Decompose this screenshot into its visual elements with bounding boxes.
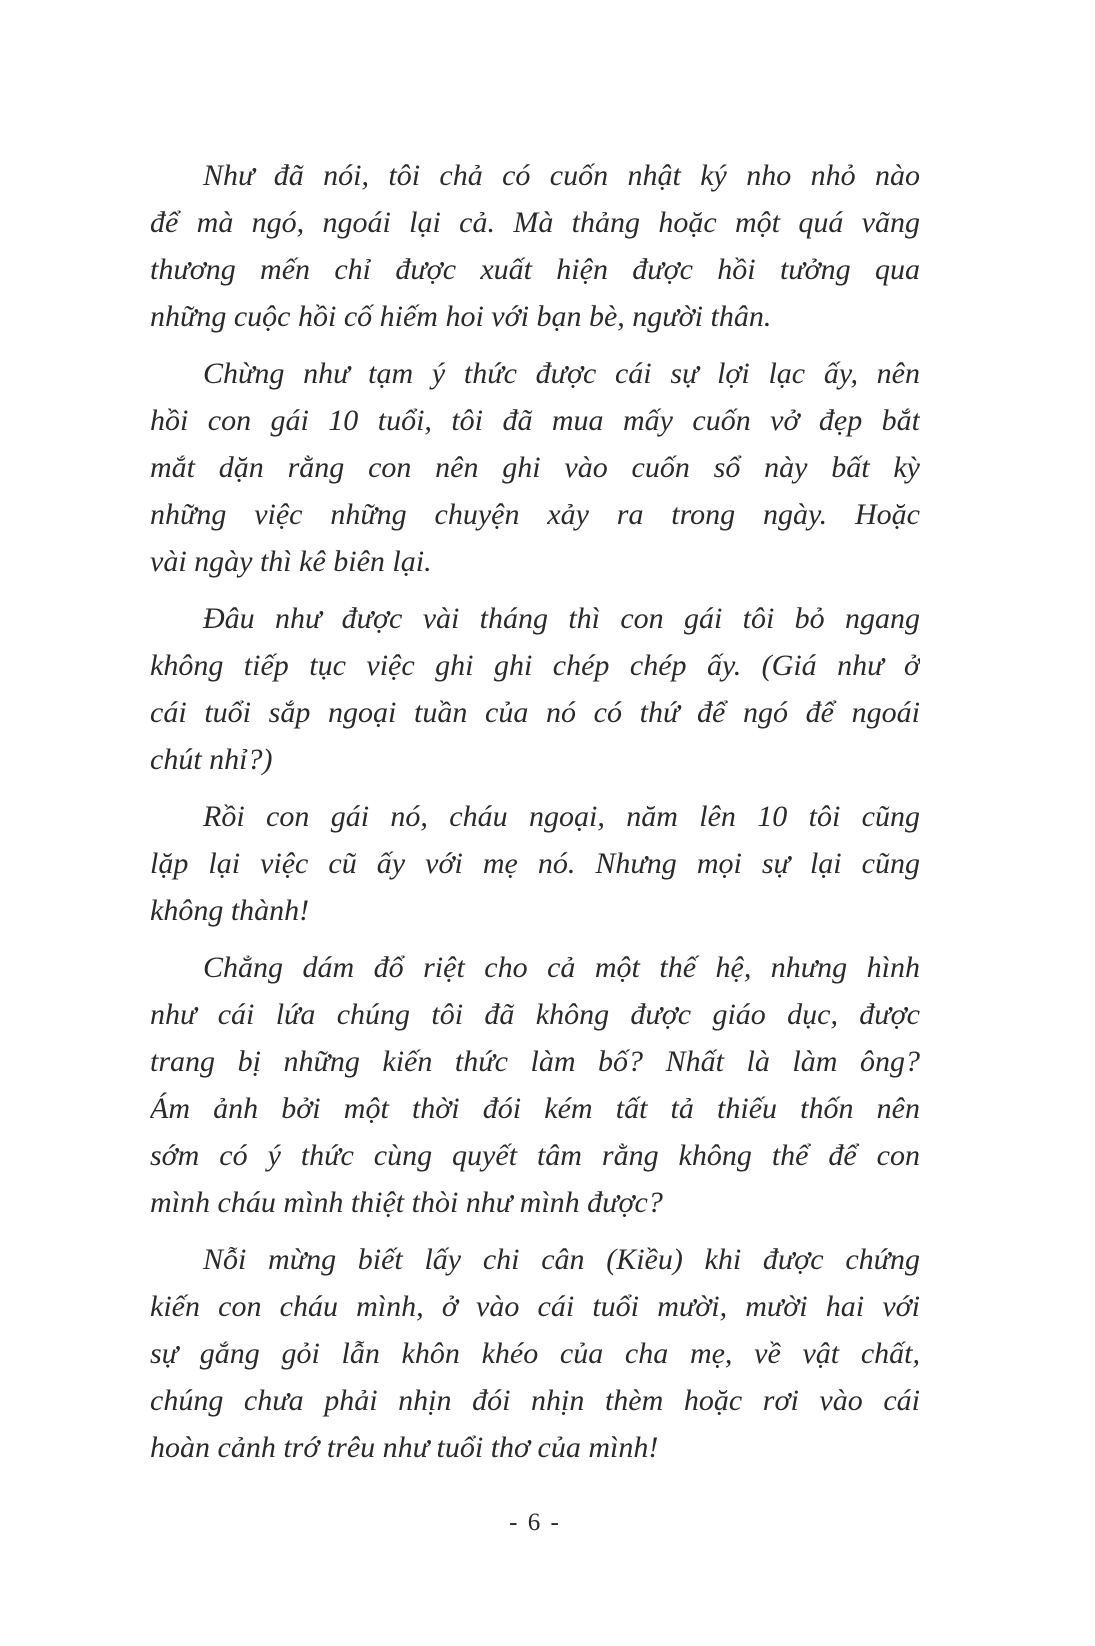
text-line: Rồi con gái nó, cháu ngoại, năm lên 10 tôi cũng <box>203 800 920 833</box>
text-line: chút nhỉ?) <box>150 743 273 776</box>
text-line: sự gắng gỏi lẫn khôn khéo của cha mẹ, về vật chất, <box>150 1337 920 1370</box>
text-line: chúng chưa phải nhịn đói nhịn thèm hoặc rơi vào cái <box>150 1384 920 1417</box>
text-line: lặp lại việc cũ ấy với mẹ nó. Nhưng mọi sự lại cũng <box>150 847 920 880</box>
text-line: để mà ngó, ngoái lại cả. Mà thảng hoặc một quá vãng <box>150 206 920 239</box>
text-line: hồi con gái 10 tuổi, tôi đã mua mấy cuốn vở đẹp bắt <box>150 404 920 437</box>
text-line: Như đã nói, tôi chả có cuốn nhật ký nho nhỏ nào <box>203 159 920 192</box>
text-line: Chẳng dám đổ riệt cho cả một thế hệ, nhưng hình <box>203 951 920 984</box>
paragraph <box>150 595 920 783</box>
paragraph <box>150 1236 920 1471</box>
text-line: vài ngày thì kê biên lại. <box>150 545 432 578</box>
text-line: kiến con cháu mình, ở vào cái tuổi mười, mười hai với <box>150 1290 920 1323</box>
text-line: mình cháu mình thiệt thòi như mình được? <box>150 1186 663 1219</box>
text-line: những cuộc hồi cố hiếm hoi với bạn bè, người thân. <box>150 300 772 333</box>
text-line: mắt dặn rằng con nên ghi vào cuốn sổ này bất kỳ <box>150 451 920 484</box>
paragraph <box>150 793 920 934</box>
text-line: Nỗi mừng biết lấy chi cân (Kiều) khi được chứng <box>203 1243 920 1276</box>
body-text <box>150 152 920 1471</box>
text-line: Chừng như tạm ý thức được cái sự lợi lạc ấy, nên <box>203 357 920 390</box>
text-line: những việc những chuyện xảy ra trong ngày. Hoặc <box>150 498 920 531</box>
text-line: không thành! <box>150 894 310 927</box>
page-number: - 6 - <box>509 1509 561 1536</box>
text-line: thương mến chỉ được xuất hiện được hồi tưởng qua <box>150 253 920 286</box>
text-line: cái tuổi sắp ngoại tuần của nó có thứ để ngó để ngoái <box>150 696 920 729</box>
text-line: sớm có ý thức cùng quyết tâm rằng không thể để con <box>150 1139 920 1172</box>
paragraph <box>150 944 920 1226</box>
text-line: như cái lứa chúng tôi đã không được giáo dục, được <box>150 998 920 1031</box>
text-line: Đâu như được vài tháng thì con gái tôi bỏ ngang <box>203 602 920 635</box>
paragraph <box>150 152 920 340</box>
text-line: Ám ảnh bởi một thời đói kém tất tả thiếu thốn nên <box>150 1092 920 1125</box>
paragraph <box>150 350 920 585</box>
text-line: hoàn cảnh trớ trêu như tuổi thơ của mình! <box>150 1431 659 1464</box>
text-line: không tiếp tục việc ghi ghi chép chép ấy. (Giá như ở <box>150 649 920 682</box>
text-line: trang bị những kiến thức làm bố? Nhất là làm ông? <box>150 1045 920 1078</box>
